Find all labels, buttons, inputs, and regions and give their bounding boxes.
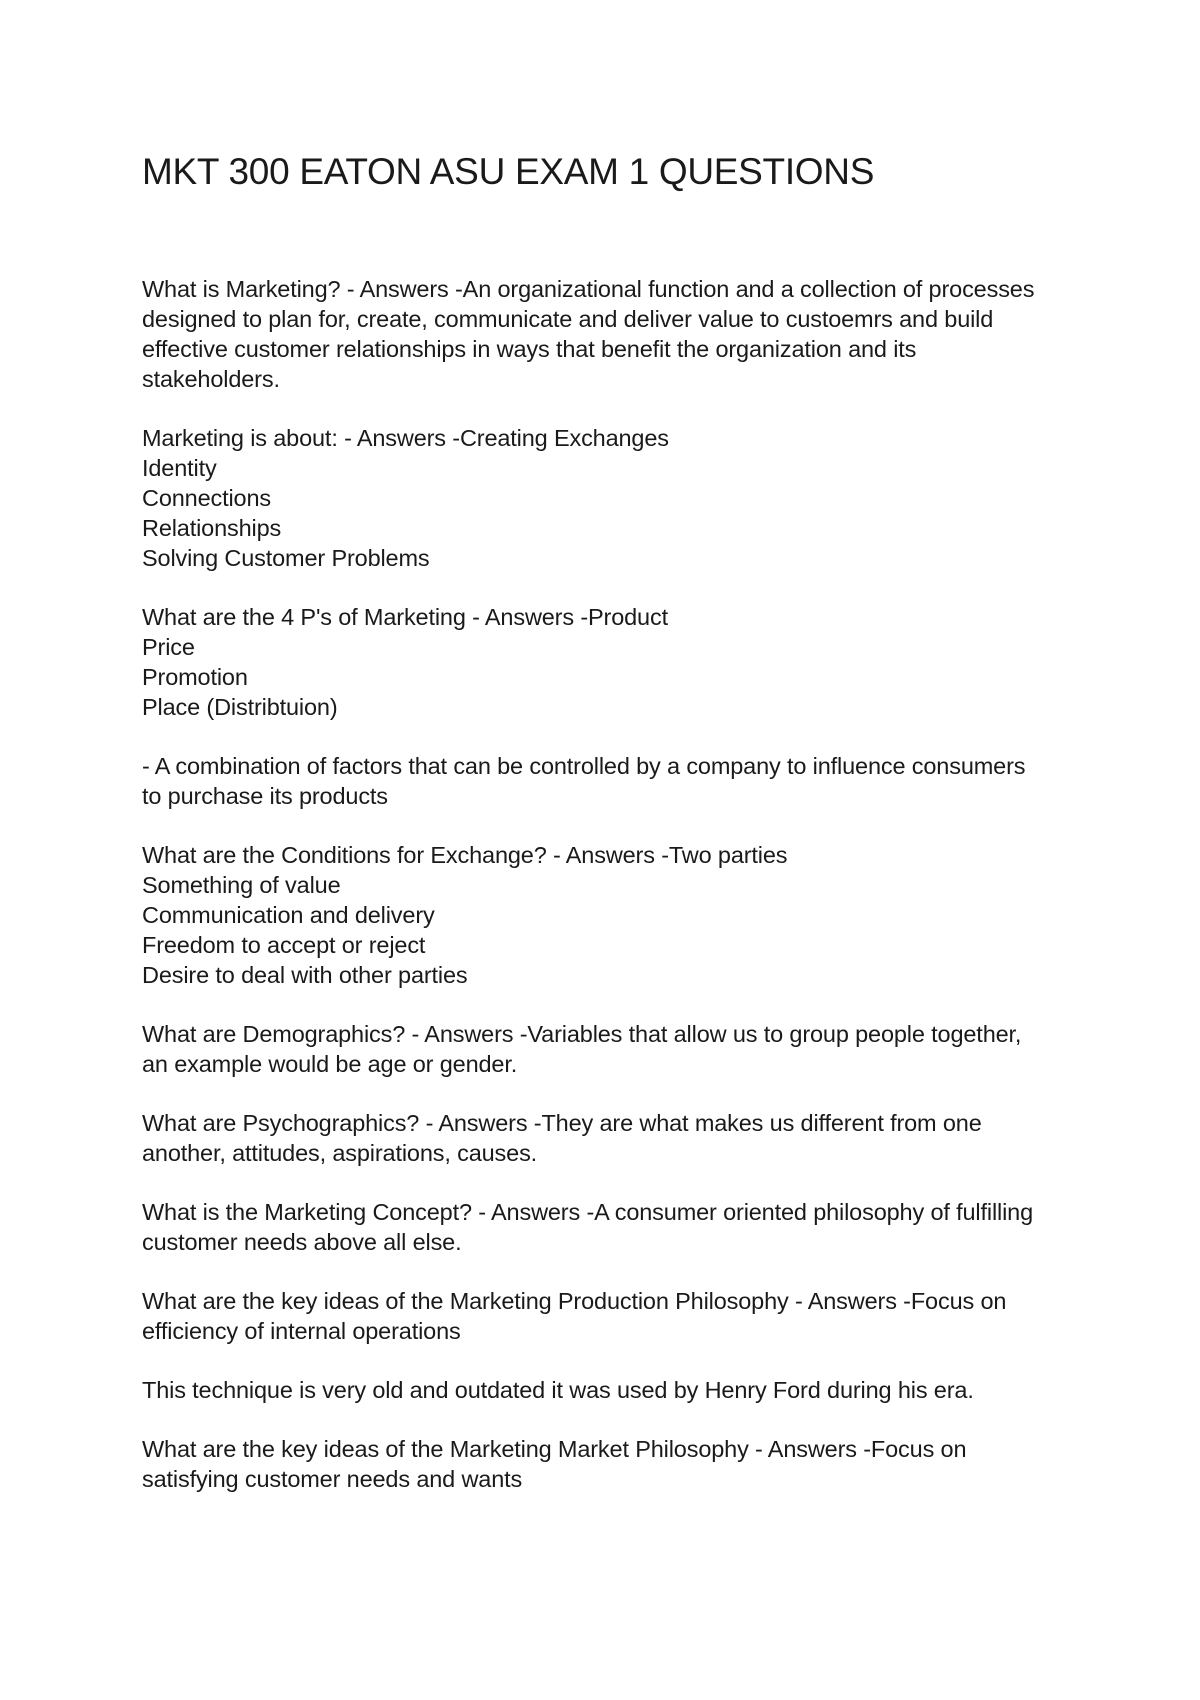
text-line: Connections	[142, 485, 271, 512]
qa-block	[142, 1197, 1072, 1257]
text-line: What are Psychographics? - Answers -They are what makes us different from one	[142, 1110, 982, 1137]
text-line: Communication and delivery	[142, 902, 435, 929]
text-line: customer needs above all else.	[142, 1229, 462, 1256]
text-line: designed to plan for, create, communicate and deliver value to custoemrs and build	[142, 306, 994, 333]
text-line: What are the 4 P's of Marketing - Answers -Product	[142, 604, 668, 631]
qa-block	[142, 1434, 1072, 1494]
text-line: Freedom to accept or reject	[142, 932, 426, 959]
text-line: What are Demographics? - Answers -Variables that allow us to group people together,	[142, 1021, 1022, 1048]
text-line: Price	[142, 634, 195, 661]
text-line: an example would be age or gender.	[142, 1051, 518, 1078]
text-line: - A combination of factors that can be controlled by a company to influence consumers	[142, 753, 1026, 780]
document-page	[142, 150, 1072, 1523]
text-line: What is the Marketing Concept? - Answers -A consumer oriented philosophy of fulfilling	[142, 1199, 1033, 1226]
text-line: This technique is very old and outdated it was used by Henry Ford during his era.	[142, 1377, 974, 1404]
qa-block	[142, 602, 1072, 722]
text-line: Marketing is about: - Answers -Creating Exchanges	[142, 425, 669, 452]
text-line: stakeholders.	[142, 366, 280, 393]
text-line: another, attitudes, aspirations, causes.	[142, 1140, 538, 1167]
text-line: to purchase its products	[142, 783, 388, 810]
text-line: Promotion	[142, 664, 248, 691]
text-line: Desire to deal with other parties	[142, 962, 468, 989]
text-line: What are the Conditions for Exchange? - Answers -Two parties	[142, 842, 788, 869]
text-line: Something of value	[142, 872, 341, 899]
qa-block	[142, 751, 1072, 811]
qa-block	[142, 1375, 1072, 1405]
text-line: What are the key ideas of the Marketing Production Philosophy - Answers -Focus on	[142, 1288, 1007, 1315]
qa-block	[142, 274, 1072, 394]
text-line: Relationships	[142, 515, 282, 542]
qa-block	[142, 840, 1072, 990]
text-line: What is Marketing? - Answers -An organizational function and a collection of processes	[142, 276, 1035, 303]
qa-block	[142, 1019, 1072, 1079]
text-line: What are the key ideas of the Marketing Market Philosophy - Answers -Focus on	[142, 1436, 967, 1463]
text-line: Solving Customer Problems	[142, 545, 430, 572]
text-line: satisfying customer needs and wants	[142, 1466, 523, 1493]
text-line: Place (Distribtuion)	[142, 694, 338, 721]
text-line: Identity	[142, 455, 217, 482]
qa-block	[142, 1108, 1072, 1168]
document-content	[142, 274, 1072, 1494]
text-line: efficiency of internal operations	[142, 1318, 461, 1345]
text-line: effective customer relationships in ways that benefit the organization and its	[142, 336, 917, 363]
qa-block	[142, 423, 1072, 573]
qa-block	[142, 1286, 1072, 1346]
document-title: MKT 300 EATON ASU EXAM 1 QUESTIONS	[142, 151, 875, 192]
